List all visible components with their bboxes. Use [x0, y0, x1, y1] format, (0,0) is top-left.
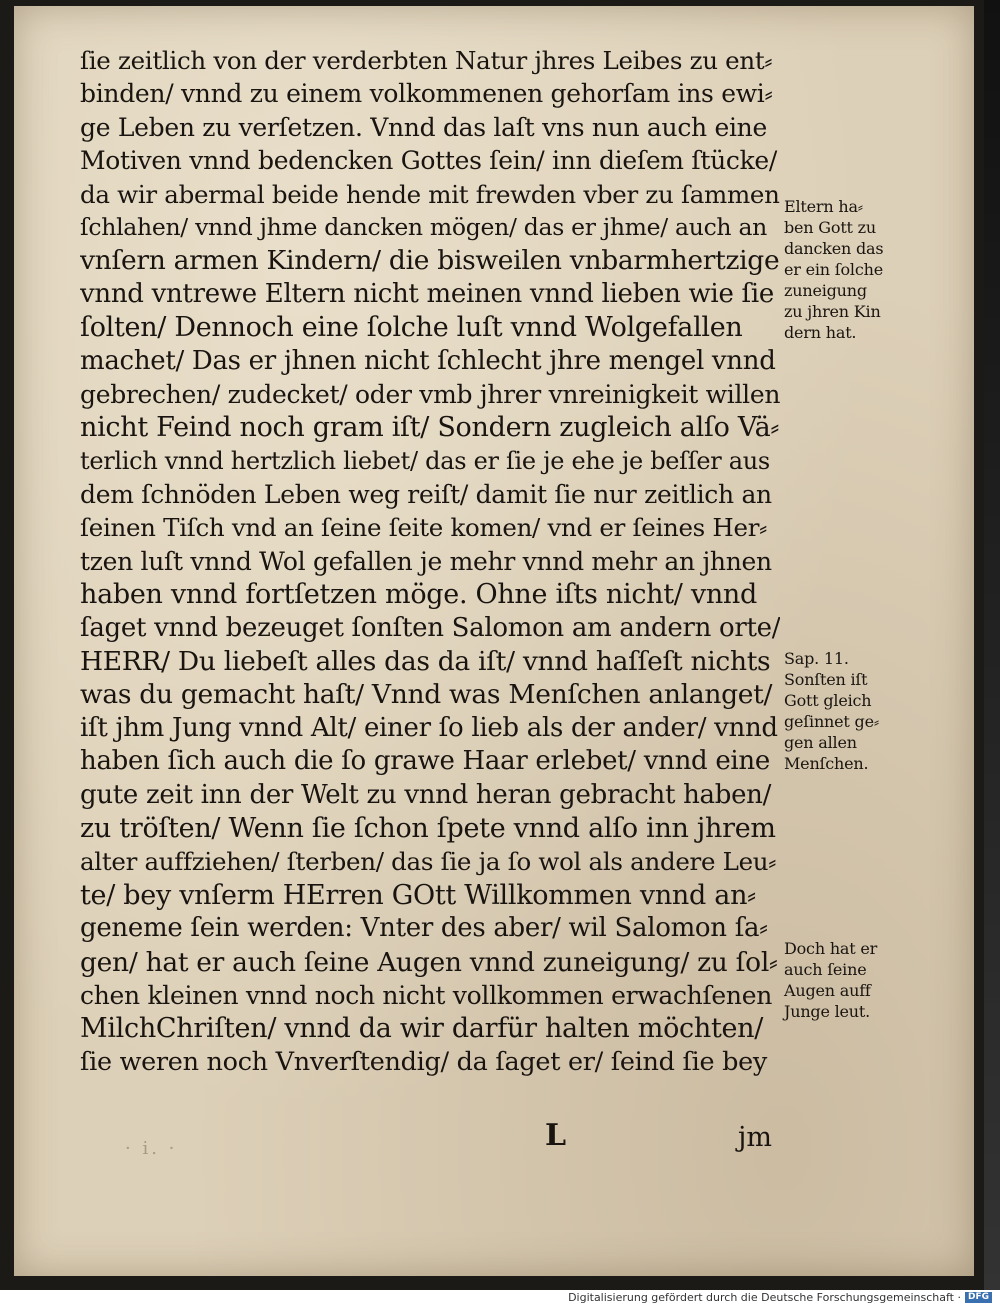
margin-note-junge-leut	[784, 938, 934, 1022]
margin-note-line: Sap. 11.	[784, 649, 849, 668]
margin-note-line: Menſchen.	[784, 754, 869, 773]
text-line: vnſern armen Kindern/ die bisweilen vnbarmhertzige	[80, 245, 780, 277]
footer-credit: Digitalisierung gefördert durch die Deutsche Forschungsgemeinschaft ·	[568, 1291, 961, 1304]
text-line: HERR/ Du liebeſt alles das da iſt/ vnnd haſſeſt nichts	[80, 646, 771, 678]
margin-note-line: auch ſeine	[784, 960, 867, 979]
text-line: chen kleinen vnnd noch nicht vollkommen erwachſenen	[80, 980, 773, 1010]
text-line: binden/ vnnd zu einem volkommenen gehorſam ins ewi⸗	[80, 79, 773, 109]
margin-note-line: dancken das	[784, 239, 884, 258]
text-line: ſaget vnnd bezeuget ſonſten Salomon am andern orte/	[80, 612, 780, 643]
catchword: jm	[738, 1122, 772, 1153]
text-line: te/ bey vnſerm HErren GOtt Willkommen vnnd an⸗	[80, 879, 756, 911]
text-line: was du gemacht haſt/ Vnnd was Menſchen anlanget/	[80, 679, 773, 711]
text-line: dem ſchnöden Leben weg reiſt/ damit ſie nur zeitlich an	[80, 480, 772, 510]
text-line: geneme ſein werden: Vnter des aber/ wil Salomon ſa⸗	[80, 913, 768, 944]
text-line: ſeinen Tiſch vnd an ſeine ſeite komen/ vnd er ſeines Her⸗	[80, 513, 767, 543]
dfg-logo: DFG	[965, 1292, 992, 1303]
margin-note-line: Gott gleich	[784, 691, 872, 710]
margin-note-line: Sonſten iſt	[784, 670, 868, 689]
margin-note-line: Augen auff	[784, 981, 871, 1000]
text-line: ſie weren noch Vnverſtendig/ da ſaget er/ ſeind ſie bey	[80, 1046, 767, 1077]
margin-note-line: dern hat.	[784, 323, 857, 342]
margin-note-line: Junge leut.	[784, 1002, 871, 1021]
text-line: ſie zeitlich von der verderbten Natur jhres Leibes zu ent⸗	[80, 46, 773, 75]
text-line: iſt jhm Jung vnnd Alt/ einer ſo lieb als der ander/ vnnd	[80, 712, 778, 743]
text-line: terlich vnnd hertzlich liebet/ das er ſie je ehe je beſſer aus	[80, 446, 770, 475]
text-line: Motiven vnnd bedencken Gottes ſein/ inn dieſem ſtücke/	[80, 146, 778, 176]
margin-note-line: zuneigung	[784, 281, 867, 300]
text-line: zu tröſten/ Wenn ſie ſchon ſpete vnnd alſo inn jhrem	[80, 812, 776, 844]
margin-note-line: Eltern ha⸗	[784, 197, 863, 216]
text-line: haben vnnd fortſetzen möge. Ohne iſts nicht/ vnnd	[80, 579, 757, 611]
text-line: alter auffziehen/ ſterben/ das ſie ja ſo wol als andere Leu⸗	[80, 847, 777, 877]
text-line: gute zeit inn der Welt zu vnnd heran gebracht haben/	[80, 779, 772, 810]
margin-note-line: er ein ſolche	[784, 260, 883, 279]
text-line: machet/ Das er jhnen nicht ſchlecht jhre mengel vnnd	[80, 345, 776, 376]
faint-ink-mark: · i. ·	[125, 1138, 178, 1159]
text-line: ge Leben zu verſetzen. Vnnd das laſt vns nun auch eine	[80, 112, 767, 142]
text-line: vnnd vntrewe Eltern nicht meinen vnnd lieben wie ſie	[80, 278, 774, 309]
text-line: ſchlahen/ vnnd jhme dancken mögen/ das er jhme/ auch an	[80, 212, 767, 241]
text-line: gebrechen/ zudecket/ oder vmb jhrer vnreinigkeit willen	[80, 379, 780, 409]
text-line: gen/ hat er auch ſeine Augen vnnd zuneigung/ zu ſol⸗	[80, 946, 778, 978]
text-line: ſolten/ Dennoch eine ſolche luſt vnnd Wolgefallen	[80, 312, 743, 344]
text-line: nicht Feind noch gram iſt/ Sondern zugleich alſo Vä⸗	[80, 412, 780, 444]
margin-note-line: geſinnet ge⸗	[784, 712, 879, 731]
digitization-footer	[568, 1290, 992, 1305]
text-line: MilchChriſten/ vnnd da wir darfür halten möchten/	[80, 1013, 764, 1045]
signature-mark: L	[545, 1118, 567, 1153]
margin-note-line: Doch hat er	[784, 939, 878, 958]
margin-note-line: gen allen	[784, 733, 857, 752]
body-text	[80, 44, 780, 1079]
margin-note-line: ben Gott zu	[784, 218, 876, 237]
text-line: da wir abermal beide hende mit frewden vber zu ſammen	[80, 179, 780, 209]
margin-note-line: zu jhren Kin	[784, 302, 881, 321]
scan-edge-strip	[984, 0, 1000, 1290]
text-line: haben ſich auch die ſo grawe Haar erlebet/ vnnd eine	[80, 746, 770, 777]
text-line: tzen luſt vnnd Wol gefallen je mehr vnnd mehr an jhnen	[80, 546, 772, 576]
margin-note-eltern	[784, 196, 934, 343]
margin-note-sap	[784, 648, 934, 774]
